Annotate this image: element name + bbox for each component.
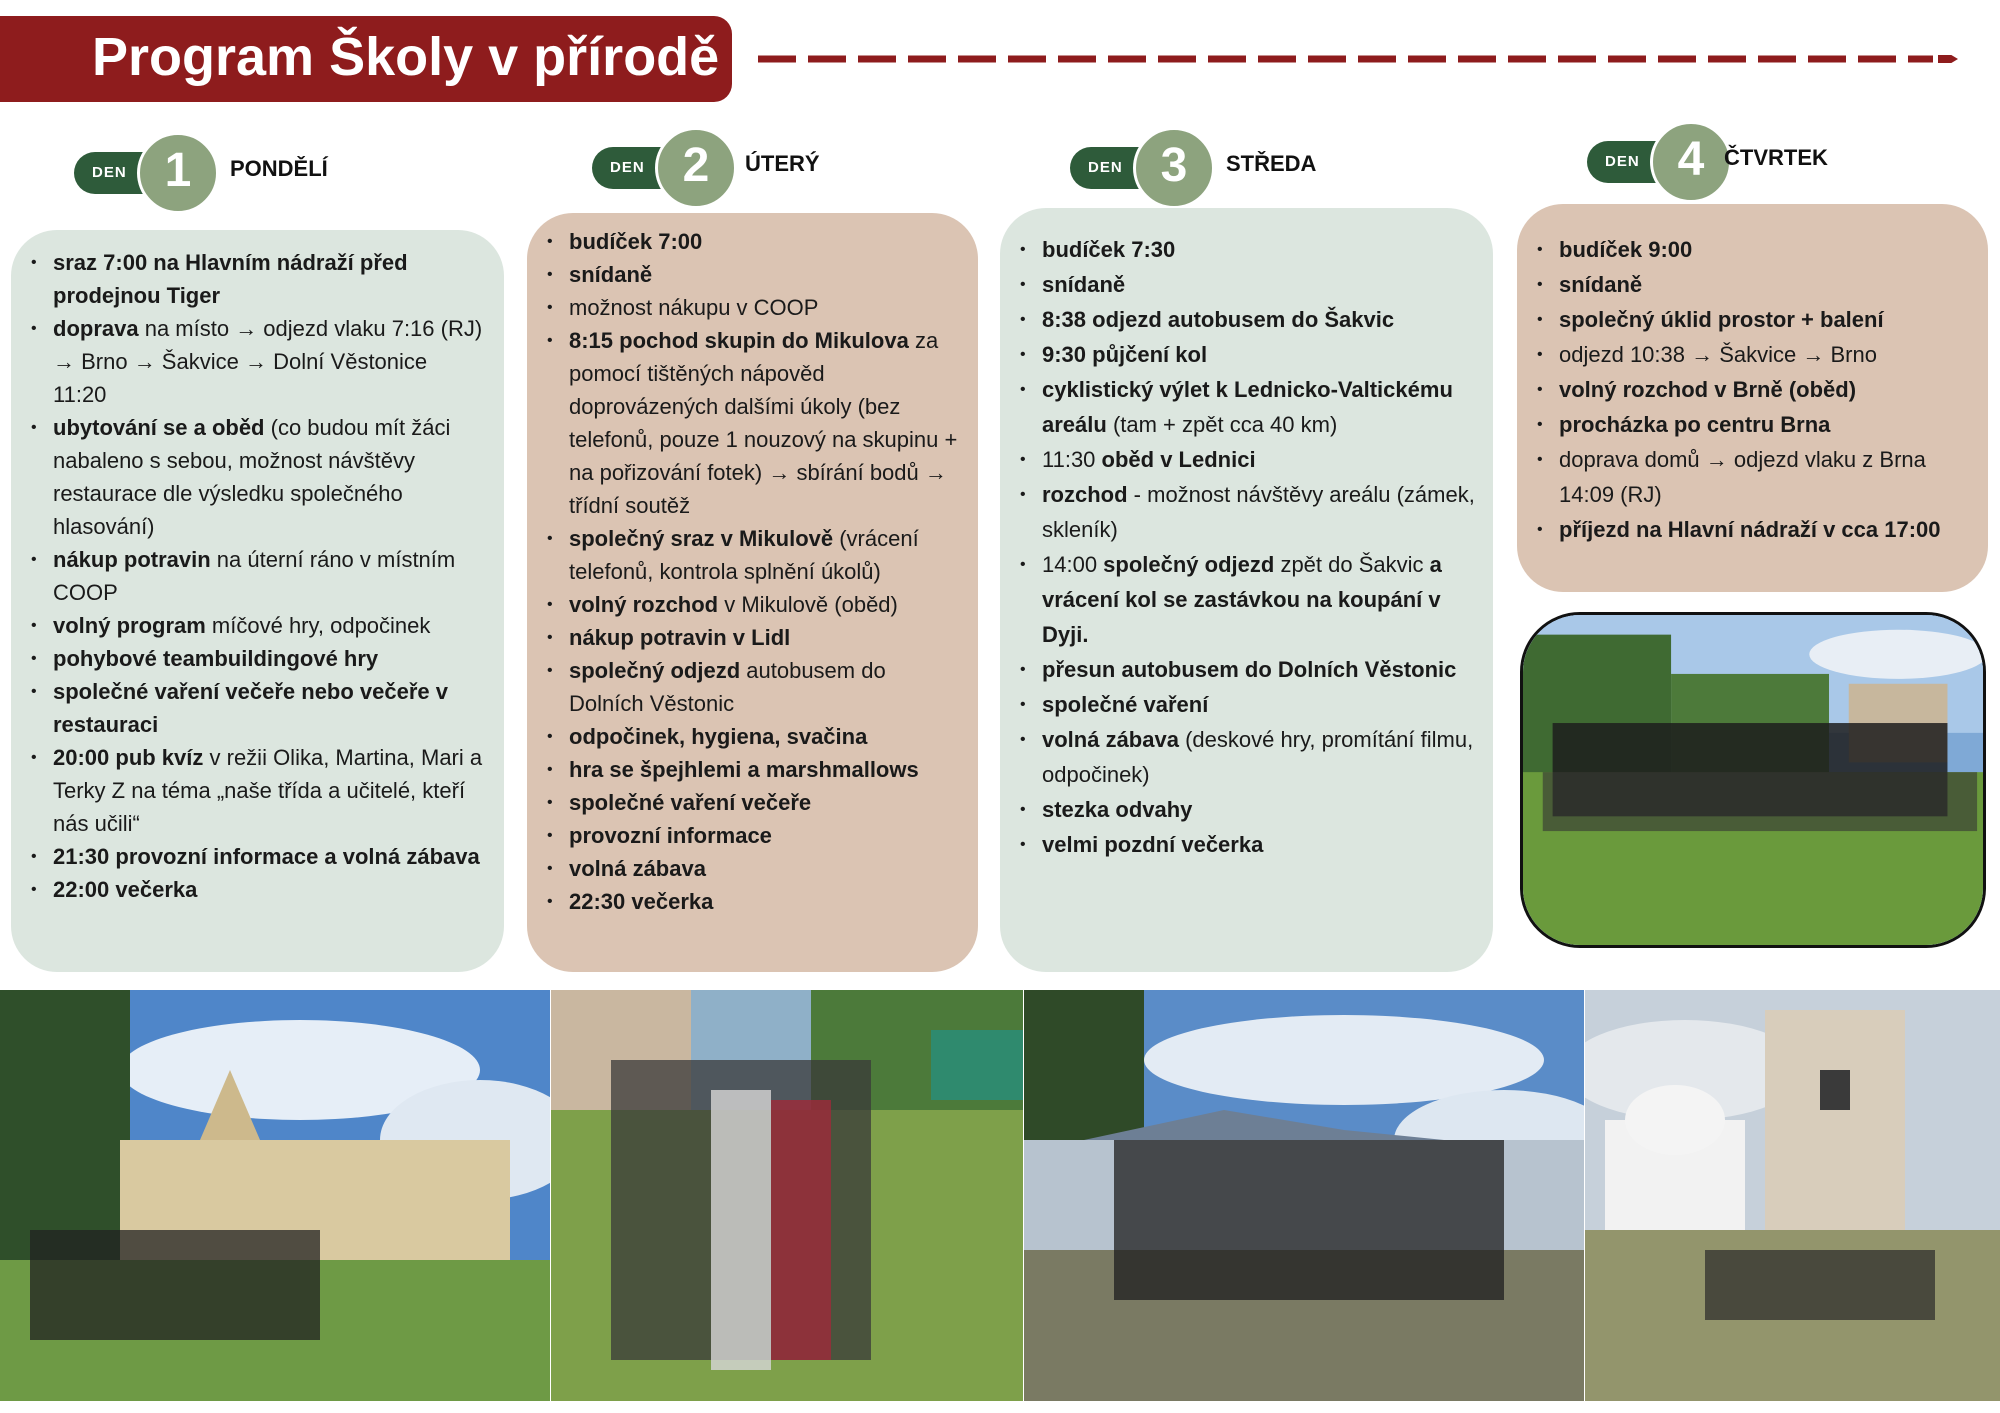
dashed-arrow-line xyxy=(758,55,1958,63)
day-1-schedule xyxy=(11,230,504,972)
day-number-circle: 2 xyxy=(655,127,737,209)
day-number-circle: 4 xyxy=(1650,121,1732,203)
list-item: • společný úklid prostor + balení xyxy=(1535,302,1970,337)
day-2-schedule xyxy=(527,213,978,972)
list-item: • odpočinek, hygiena, svačina xyxy=(545,720,960,753)
list-item: • snídaně xyxy=(545,258,960,291)
list-item: • 21:30 provozní informace a volná zábava xyxy=(29,840,486,873)
photo-group-huddle xyxy=(551,990,1023,1401)
list-item: • společný odjezd autobusem do Dolních Věstonic xyxy=(545,654,960,720)
list-item: • společné vaření večeře xyxy=(545,786,960,819)
day-name: STŘEDA xyxy=(1226,151,1317,176)
page-title: Program Školy v přírodě xyxy=(92,27,720,87)
day-4-schedule xyxy=(1517,204,1988,592)
list-item: • procházka po centru Brna xyxy=(1535,407,1970,442)
list-item: • 8:15 pochod skupin do Mikulova za pomocí tištěných nápověd doprovázených dalšími úkoly (bez telefonů, pouze 1 nouzový na skupinu + na pořizování fotek) → sbírání bodů → třídní soutěž xyxy=(545,324,960,522)
list-item: • společný sraz v Mikulově (vrácení telefonů, kontrola splnění úkolů) xyxy=(545,522,960,588)
list-item: • nákup potravin v Lidl xyxy=(545,621,960,654)
list-item: • odjezd 10:38 → Šakvice → Brno xyxy=(1535,337,1970,372)
list-item: • 9:30 půjčení kol xyxy=(1018,337,1475,372)
list-item: • hra se špejhlemi a marshmallows xyxy=(545,753,960,786)
list-item: • volná zábava (deskové hry, promítání filmu, odpočinek) xyxy=(1018,722,1475,792)
list-item: • pohybové teambuildingové hry xyxy=(29,642,486,675)
list-item: • nákup potravin na úterní ráno v místním COOP xyxy=(29,543,486,609)
list-item: • 22:00 večerka xyxy=(29,873,486,906)
day-header-2 xyxy=(592,127,952,207)
photo-lake-group xyxy=(1024,990,1584,1401)
list-item: • provozní informace xyxy=(545,819,960,852)
list-item: • stezka odvahy xyxy=(1018,792,1475,827)
day-number-circle: 3 xyxy=(1133,127,1215,209)
day-pill: DEN xyxy=(74,152,184,194)
list-item: • cyklistický výlet k Lednicko-Valtickému areálu (tam + zpět cca 40 km) xyxy=(1018,372,1475,442)
day-header-3 xyxy=(1070,127,1430,207)
day-name: PONDĚLÍ xyxy=(230,156,328,181)
day-name: ÚTERÝ xyxy=(745,151,820,176)
day-3-schedule xyxy=(1000,208,1493,972)
day-name: ČTVRTEK xyxy=(1724,145,1828,170)
list-item: • rozchod - možnost návštěvy areálu (zámek, skleník) xyxy=(1018,477,1475,547)
list-item: • 14:00 společný odjezd zpět do Šakvic a vrácení kol se zastávkou na koupání v Dyji. xyxy=(1018,547,1475,652)
list-item: • sraz 7:00 na Hlavním nádraží před prodejnou Tiger xyxy=(29,246,486,312)
list-item: • 11:30 oběd v Lednici xyxy=(1018,442,1475,477)
list-item: • doprava na místo → odjezd vlaku 7:16 (RJ) → Brno → Šakvice → Dolní Věstonice 11:20 xyxy=(29,312,486,411)
day-pill: DEN xyxy=(1587,141,1697,183)
day-pill: DEN xyxy=(592,147,702,189)
list-item: • společné vaření xyxy=(1018,687,1475,722)
list-item: • volný rozchod v Mikulově (oběd) xyxy=(545,588,960,621)
day-number-circle: 1 xyxy=(137,132,219,214)
day-pill: DEN xyxy=(1070,147,1180,189)
list-item: • budíček 7:00 xyxy=(545,225,960,258)
list-item: • doprava domů → odjezd vlaku z Brna 14:09 (RJ) xyxy=(1535,442,1970,512)
list-item: • budíček 7:30 xyxy=(1018,232,1475,267)
list-item: • velmi pozdní večerka xyxy=(1018,827,1475,862)
list-item: • volný rozchod v Brně (oběd) xyxy=(1535,372,1970,407)
photo-lednice-castle xyxy=(0,990,550,1401)
list-item: • 22:30 večerka xyxy=(545,885,960,918)
list-item: • možnost nákupu v COOP xyxy=(545,291,960,324)
list-item: • volná zábava xyxy=(545,852,960,885)
list-item: • společné vaření večeře nebo večeře v restauraci xyxy=(29,675,486,741)
day-header-4 xyxy=(1587,121,1947,201)
photo-chapel-hill xyxy=(1585,990,2000,1401)
list-item: • volný program míčové hry, odpočinek xyxy=(29,609,486,642)
title-banner xyxy=(0,16,732,102)
list-item: • 20:00 pub kvíz v režii Olika, Martina, Mari a Terky Z na téma „naše třída a učitelé, kteří nás učili“ xyxy=(29,741,486,840)
list-item: • snídaně xyxy=(1018,267,1475,302)
list-item: • budíček 9:00 xyxy=(1535,232,1970,267)
list-item: • ubytování se a oběd (co budou mít žáci nabaleno s sebou, možnost návštěvy restaurace dle výsledku společného hlasování) xyxy=(29,411,486,543)
list-item: • snídaně xyxy=(1535,267,1970,302)
list-item: • přesun autobusem do Dolních Věstonic xyxy=(1018,652,1475,687)
day-header-1 xyxy=(74,132,434,212)
list-item: • příjezd na Hlavní nádraží v cca 17:00 xyxy=(1535,512,1970,547)
photo-bike-group xyxy=(1520,612,1986,948)
list-item: • 8:38 odjezd autobusem do Šakvic xyxy=(1018,302,1475,337)
